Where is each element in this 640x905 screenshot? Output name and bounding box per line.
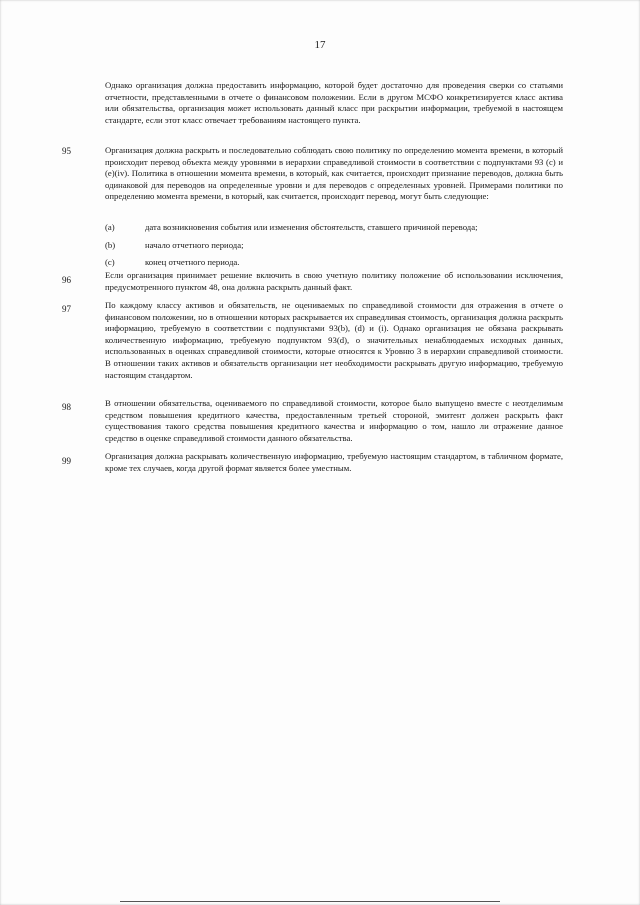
- list-item-text: дата возникновения события или изменения обстоятельств, ставшего причиной перевода;: [145, 222, 478, 232]
- paragraph-97-text: По каждому классу активов и обязательств, не оцениваемых по справедливой стоимости для отражения в отчете о финансовом положении, но в отношении которых раскрывается их справедливая стоимость, организация должна раскрыть информацию, требуемую в соответствии с подпунктами 93(b), (d) и (i). Однако организация не обязана раскрывать количественную информацию, требуемую подпунктом 93(d), о значительных ненаблюдаемых исходных данных, использованных в оценках справедливой стоимости, которые относятся к Уровню 3 в иерархии справедливой стоимости. В отношении таких активов и обязательств организации нет необходимости раскрывать другую информацию, требуемую настоящим стандартом.: [105, 300, 563, 380]
- paragraph-number-97: 97: [62, 304, 71, 314]
- page-number: 17: [314, 39, 326, 51]
- intro-paragraph: Однако организация должна предоставить информацию, которой будет достаточно для проведения сверки со статьями отчетности, представленными в отчете о финансовом положении. Если в другом МСФО конкретизируется класс актива или обязательства, организация может использовать данный класс при раскрытии информации, требуемой в настоящем стандарте, если этот класс отвечает требованиям настоящего пункта.: [105, 80, 563, 125]
- paragraph-95-text: Организация должна раскрыть и последовательно соблюдать свою политику по определению момента времени, в который происходит перевод объекта между уровнями в иерархии справедливой стоимости в соответствии с подпунктами 93 (c) и (e)(iv). Политика в отношении момента времени, в который, как считается, происходит признание переводов, должна быть одинаковой для переводов на определенные уровни и для переводов с определенных уровней. Примерами политики по определению момента времени, в который, как считается, происходит перевод, могут быть следующие:: [105, 145, 563, 202]
- paragraph-number-95: 95: [62, 146, 71, 156]
- list-item-text: начало отчетного периода;: [145, 240, 244, 250]
- paragraph-98-text: В отношении обязательства, оцениваемого по справедливой стоимости, которое было выпущено вместе с неотделимым средством повышения кредитного качества, предоставленным третьей стороной, эмитент должен раскрыть факт существования такого средства повышения кредитного качества и информацию о том, нашло ли отражение данное средство в оценке справедливой стоимости данного обязательства.: [105, 398, 563, 443]
- list-item-label: (c): [105, 257, 115, 267]
- paragraph-number-96: 96: [62, 275, 71, 285]
- paragraph-number-99: 99: [62, 456, 71, 466]
- list-item-text: конец отчетного периода.: [145, 257, 240, 267]
- paragraph-99-text: Организация должна раскрывать количественную информацию, требуемую настоящим стандартом, в табличном формате, кроме тех случаев, когда другой формат является более уместным.: [105, 451, 563, 473]
- list-item-label: (b): [105, 240, 116, 250]
- paragraph-96-text: Если организация принимает решение включить в свою учетную политику положение об использовании исключения, предусмотренного пунктом 48, она должна раскрыть данный факт.: [105, 270, 563, 292]
- scan-edge-line: [120, 901, 500, 902]
- list-item-label: (a): [105, 222, 115, 232]
- paragraph-number-98: 98: [62, 402, 71, 412]
